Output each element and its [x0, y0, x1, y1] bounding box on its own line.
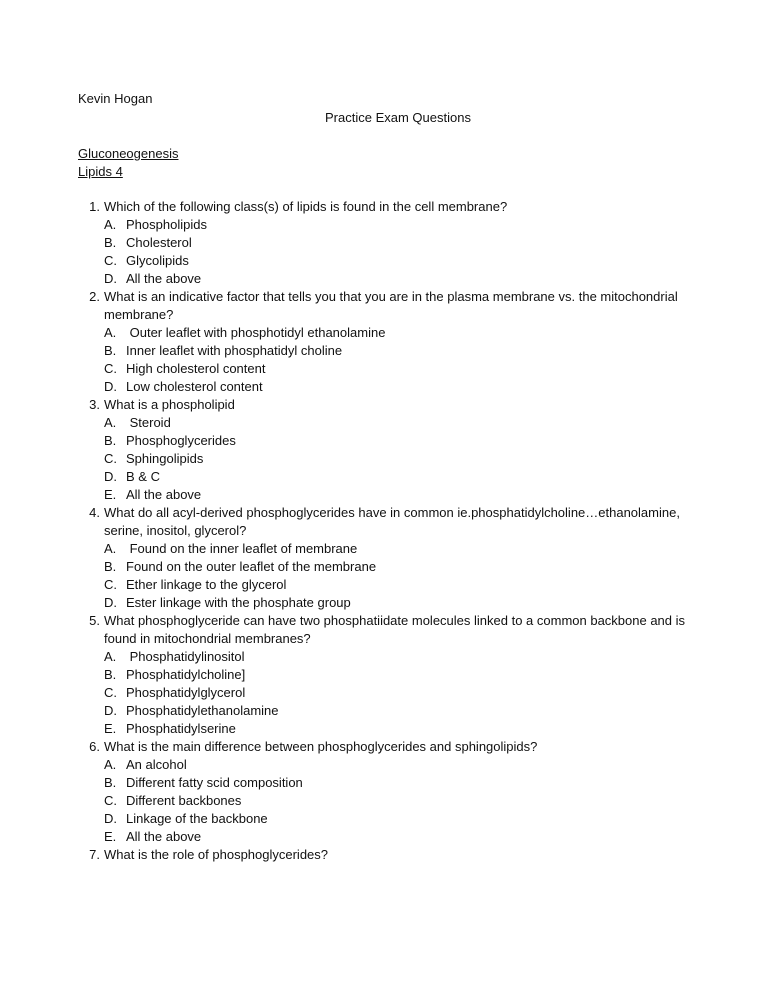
answer-options	[104, 648, 698, 738]
option-text: Different backbones	[126, 793, 242, 808]
option-text: Phospholipids	[126, 217, 207, 232]
option-letter: A.	[104, 541, 117, 556]
answer-option	[104, 828, 698, 846]
answer-option	[104, 252, 698, 270]
option-letter: D.	[104, 469, 117, 484]
option-letter: E.	[104, 829, 117, 844]
question-item	[78, 396, 698, 504]
option-text: High cholesterol content	[126, 361, 266, 376]
answer-option	[104, 414, 698, 432]
answer-option	[104, 810, 698, 828]
question-item	[78, 504, 698, 612]
question-number: 6.	[89, 739, 100, 754]
option-letter: B.	[104, 433, 117, 448]
option-text: Different fatty scid composition	[126, 775, 303, 790]
option-letter: A.	[104, 415, 117, 430]
question-number: 7.	[89, 847, 100, 862]
section-heading-lipids: Lipids 4	[78, 164, 123, 179]
option-letter: B.	[104, 775, 117, 790]
option-text: Steroid	[126, 415, 171, 430]
option-letter: A.	[104, 325, 117, 340]
answer-option	[104, 684, 698, 702]
answer-options	[104, 216, 698, 288]
option-text: All the above	[126, 829, 202, 844]
question-item	[78, 738, 698, 846]
answer-option	[104, 360, 698, 378]
option-text: Inner leaflet with phosphatidyl choline	[126, 343, 343, 358]
answer-option	[104, 486, 698, 504]
question-text: What is the main difference between phosphoglycerides and sphingolipids?	[104, 739, 538, 754]
option-letter: B.	[104, 343, 117, 358]
option-text: Cholesterol	[126, 235, 192, 250]
answer-options	[104, 414, 698, 504]
option-letter: E.	[104, 487, 117, 502]
page-title: Practice Exam Questions	[325, 110, 471, 125]
option-text: Phosphatidylserine	[126, 721, 236, 736]
question-item	[78, 288, 698, 396]
answer-option	[104, 576, 698, 594]
question-text: What is a phospholipid	[104, 397, 235, 412]
option-text: Phosphoglycerides	[126, 433, 236, 448]
section-heading-gluconeogenesis: Gluconeogenesis	[78, 146, 179, 161]
answer-option	[104, 540, 698, 558]
question-item	[78, 846, 698, 864]
question-item	[78, 198, 698, 288]
question-number: 4.	[89, 505, 100, 520]
answer-option	[104, 666, 698, 684]
answer-option	[104, 558, 698, 576]
question-item	[78, 612, 698, 738]
option-text: All the above	[126, 271, 202, 286]
option-letter: A.	[104, 217, 117, 232]
option-text: Phosphatidylethanolamine	[126, 703, 279, 718]
option-letter: D.	[104, 595, 117, 610]
option-letter: C.	[104, 685, 117, 700]
option-text: An alcohol	[126, 757, 187, 772]
question-text: What is the role of phosphoglycerides?	[104, 847, 329, 862]
option-letter: E.	[104, 721, 117, 736]
answer-option	[104, 450, 698, 468]
option-letter: B.	[104, 667, 117, 682]
option-letter: C.	[104, 253, 117, 268]
question-number: 5.	[89, 613, 100, 628]
question-text: What do all acyl-derived phosphoglycerides have in common ie.phosphatidylcholine…ethanolamine, serine, inositol, glycerol?	[104, 505, 680, 538]
option-letter: C.	[104, 577, 117, 592]
option-text: Phosphatidylcholine]	[126, 667, 246, 682]
answer-option	[104, 216, 698, 234]
answer-options	[104, 756, 698, 846]
answer-option	[104, 432, 698, 450]
option-text: Found on the outer leaflet of the membrane	[126, 559, 377, 574]
question-text: Which of the following class(s) of lipids is found in the cell membrane?	[104, 199, 508, 214]
option-text: Outer leaflet with phosphotidyl ethanolamine	[126, 325, 386, 340]
option-text: Phosphatidylinositol	[126, 649, 245, 664]
answer-option	[104, 378, 698, 396]
answer-option	[104, 702, 698, 720]
option-text: Found on the inner leaflet of membrane	[126, 541, 358, 556]
answer-option	[104, 594, 698, 612]
option-letter: C.	[104, 793, 117, 808]
author-name: Kevin Hogan	[78, 91, 153, 106]
option-text: B & C	[126, 469, 160, 484]
option-letter: A.	[104, 649, 117, 664]
answer-option	[104, 774, 698, 792]
answer-option	[104, 756, 698, 774]
question-number: 1.	[89, 199, 100, 214]
question-number: 2.	[89, 289, 100, 304]
option-letter: D.	[104, 271, 117, 286]
answer-option	[104, 324, 698, 342]
answer-option	[104, 270, 698, 288]
question-list	[78, 198, 698, 864]
answer-option	[104, 720, 698, 738]
option-letter: C.	[104, 361, 117, 376]
option-letter: C.	[104, 451, 117, 466]
option-text: Ester linkage with the phosphate group	[126, 595, 351, 610]
option-letter: B.	[104, 235, 117, 250]
answer-option	[104, 792, 698, 810]
option-letter: D.	[104, 703, 117, 718]
option-text: All the above	[126, 487, 202, 502]
answer-option	[104, 648, 698, 666]
option-text: Linkage of the backbone	[126, 811, 268, 826]
option-text: Phosphatidylglycerol	[126, 685, 246, 700]
answer-option	[104, 234, 698, 252]
option-text: Glycolipids	[126, 253, 189, 268]
option-letter: A.	[104, 757, 117, 772]
question-text: What is an indicative factor that tells you that you are in the plasma membrane vs. the mitochondrial membrane?	[104, 289, 678, 322]
answer-options	[104, 540, 698, 612]
answer-option	[104, 342, 698, 360]
option-letter: D.	[104, 811, 117, 826]
answer-option	[104, 468, 698, 486]
question-text: What phosphoglyceride can have two phosphatiidate molecules linked to a common backbone and is found in mitochondrial membranes?	[104, 613, 686, 646]
question-number: 3.	[89, 397, 100, 412]
option-text: Sphingolipids	[126, 451, 204, 466]
option-text: Low cholesterol content	[126, 379, 263, 394]
option-text: Ether linkage to the glycerol	[126, 577, 287, 592]
option-letter: B.	[104, 559, 117, 574]
option-letter: D.	[104, 379, 117, 394]
answer-options	[104, 324, 698, 396]
